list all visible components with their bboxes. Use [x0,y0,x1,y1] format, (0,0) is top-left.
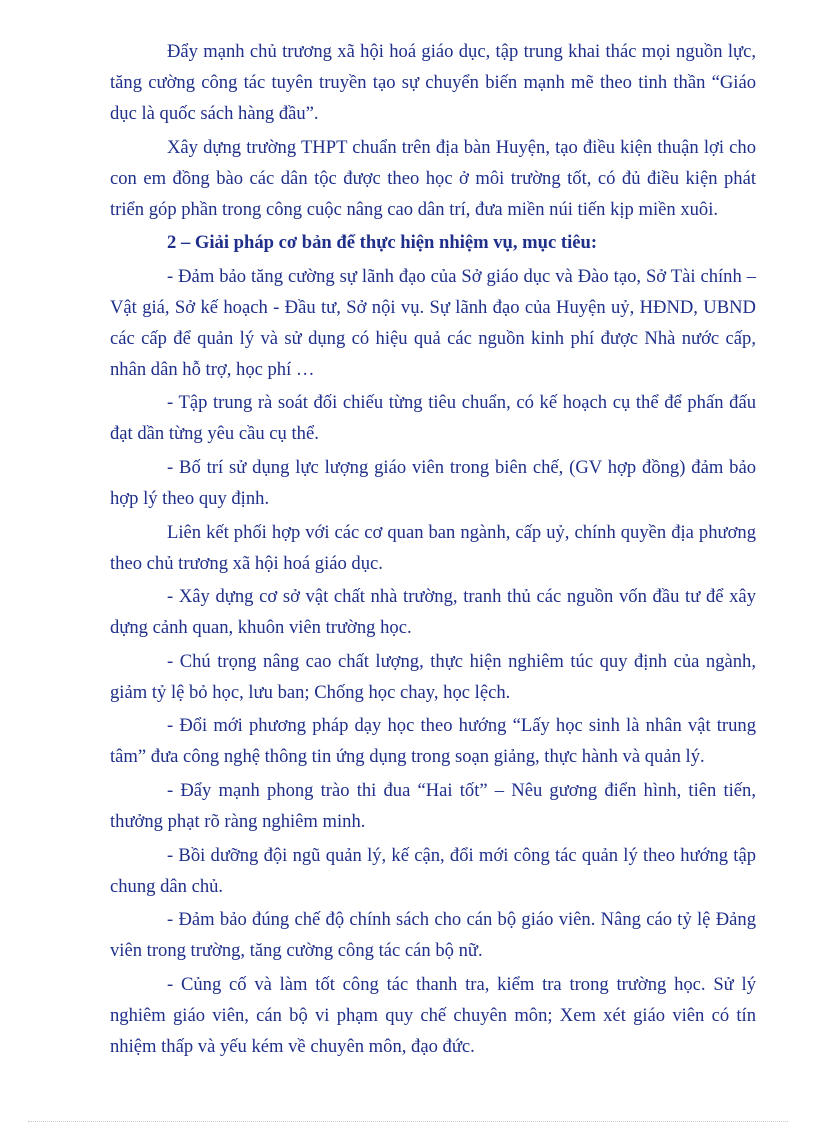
paragraph-standard-school: Xây dựng trường THPT chuẩn trên địa bàn Huyện, tạo điều kiện thuận lợi cho con em đồng bào các dân tộc được theo học ở môi trường tốt, có đủ điều kiện phát triển góp phần trong công cuộc nâng cao dân trí, đưa miền núi tiến kịp miền xuôi. [110,136,756,220]
list-item-quality: - Chú trọng nâng cao chất lượng, thực hiện nghiêm túc quy định của ngành, giảm tỷ lệ bỏ học, lưu ban; Chống học chay, học lệch. [110,650,756,703]
list-item-management-training: - Bồi dưỡng đội ngũ quản lý, kế cận, đổi mới công tác quản lý theo hướng tập chung dân chủ. [110,844,756,897]
list-item-policy: - Đảm bảo đúng chế độ chính sách cho cán bộ giáo viên. Nâng cáo tỷ lệ Đảng viên trong trường, tăng cường công tác cán bộ nữ. [110,909,756,962]
list-item-review-standards: - Tập trung rà soát đối chiếu từng tiêu chuẩn, có kế hoạch cụ thể để phấn đấu đạt dần từng yêu cầu cụ thể. [110,392,756,445]
list-item-leadership: - Đảm bảo tăng cường sự lãnh đạo của Sở giáo dục và Đào tạo, Sở Tài chính – Vật giá, Sở kế hoạch - Đầu tư, Sở nội vụ. Sự lãnh đạo của Huyện uỷ, HĐND, UBND các cấp để quản lý và sử dụng có hiệu quả các nguồn kinh phí được Nhà nước cấp, nhân dân hỗ trợ, học phí … [110,265,756,380]
list-item-facilities: - Xây dựng cơ sở vật chất nhà trường, tranh thủ các nguồn vốn đầu tư để xây dựng cảnh quan, khuôn viên trường học. [110,586,756,639]
paragraph-socialization: Đẩy mạnh chủ trương xã hội hoá giáo dục, tập trung khai thác mọi nguồn lực, tăng cường công tác tuyên truyền tạo sự chuyển biến mạnh mẽ theo tinh thần “Giáo dục là quốc sách hàng đầu”. [110,41,756,124]
document-body [110,36,756,1064]
section-heading-solutions: 2 – Giải pháp cơ bản để thực hiện nhiệm vụ, mục tiêu: [167,232,598,254]
paragraph-coordination: Liên kết phối hợp với các cơ quan ban ngành, cấp uỷ, chính quyền địa phương theo chủ trương xã hội hoá giáo dục. [110,521,756,574]
list-item-inspection: - Củng cố và làm tốt công tác thanh tra, kiểm tra trong trường học. Sử lý nghiêm giáo viên, cán bộ vi phạm quy chế chuyên môn; Xem xét giáo viên có tín nhiệm thấp và yếu kém về chuyên môn, đạo đức. [110,973,756,1057]
page-bottom-divider [28,1121,788,1122]
list-item-teaching-methods: - Đổi mới phương pháp dạy học theo hướng “Lấy học sinh là nhân vật trung tâm” đưa công nghệ thông tin ứng dụng trong soạn giảng, thực hành và quản lý. [110,715,756,768]
list-item-teacher-staffing: - Bố trí sử dụng lực lượng giáo viên trong biên chế, (GV hợp đồng) đảm bảo hợp lý theo quy định. [110,456,756,509]
list-item-emulation: - Đẩy mạnh phong trào thi đua “Hai tốt” – Nêu gương điển hình, tiên tiến, thưởng phạt rõ ràng nghiêm minh. [110,779,756,832]
